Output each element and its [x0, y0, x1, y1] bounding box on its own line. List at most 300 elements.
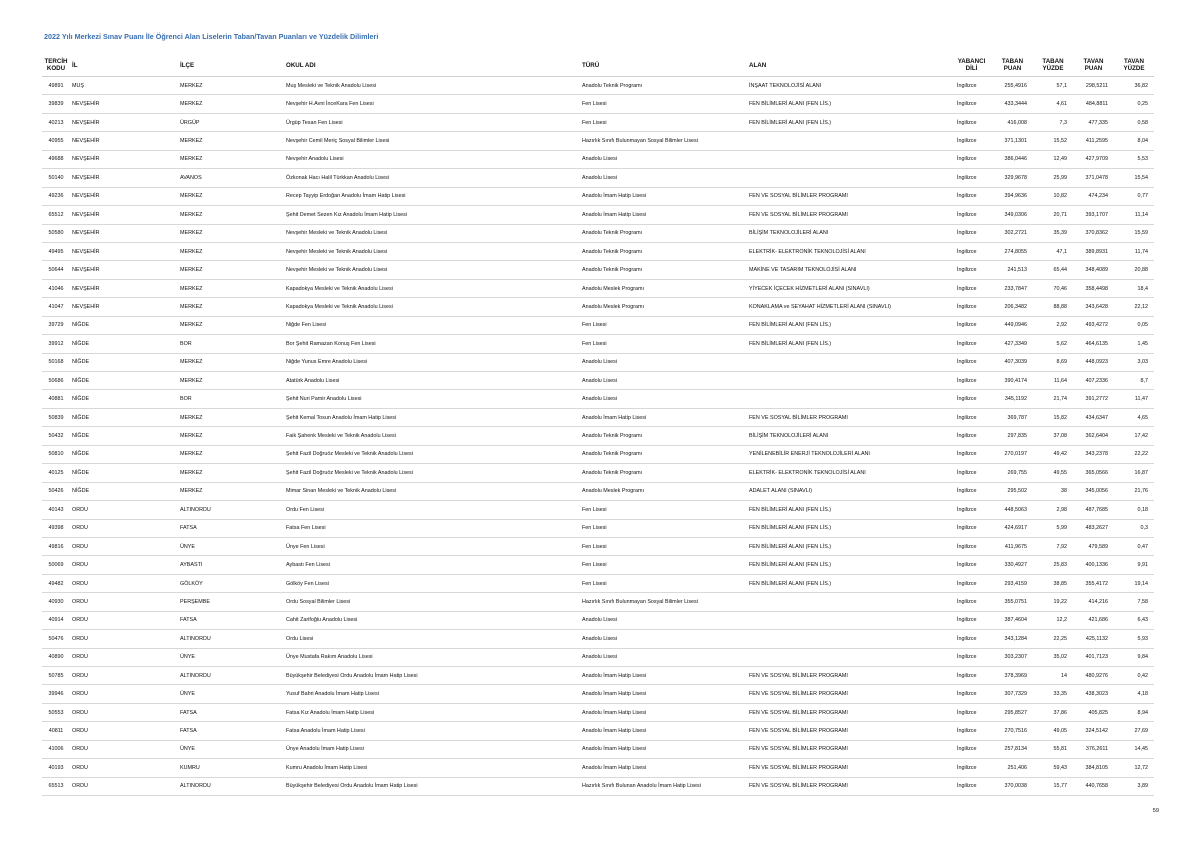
tavan-puan-cell: 474,234 [1073, 187, 1114, 205]
il-cell: ORDU [70, 759, 178, 777]
il-cell: NEVŞEHİR [70, 279, 178, 297]
table-row [42, 777, 1154, 795]
taban-yuzde-cell: 22,25 [1033, 630, 1073, 648]
yabanci-dili-cell: İngilizce [951, 482, 992, 500]
ilce-cell: MERKEZ [178, 353, 284, 371]
il-cell: NİĞDE [70, 445, 178, 463]
tercih-kodu-cell: 40955 [42, 132, 70, 150]
table-row [42, 224, 1154, 242]
taban-yuzde-cell: 12,49 [1033, 150, 1073, 168]
okul-adi-cell: Şehit Nuri Pamir Anadolu Lisesi [284, 390, 580, 408]
okul-adi-cell: Ürgüp Tesan Fen Lisesi [284, 113, 580, 131]
turu-cell: Fen Lisesi [580, 574, 747, 592]
taban-yuzde-cell: 33,35 [1033, 685, 1073, 703]
tavan-puan-cell: 370,8362 [1073, 224, 1114, 242]
alan-cell [747, 648, 951, 666]
yabanci-dili-cell: İngilizce [951, 390, 992, 408]
okul-adi-cell: Muş Mesleki ve Teknik Anadolu Lisesi [284, 77, 580, 95]
ilce-cell: ALTINORDU [178, 501, 284, 519]
ilce-cell: MERKEZ [178, 206, 284, 224]
yabanci-dili-cell: İngilizce [951, 685, 992, 703]
tavan-yuzde-cell: 1,45 [1114, 335, 1154, 353]
il-cell: NEVŞEHİR [70, 169, 178, 187]
tavan-puan-cell: 421,686 [1073, 611, 1114, 629]
alan-cell: FEN BİLİMLERİ ALANI (FEN LİS.) [747, 537, 951, 555]
il-cell: ORDU [70, 722, 178, 740]
il-cell: ORDU [70, 574, 178, 592]
tavan-puan-cell: 493,4272 [1073, 316, 1114, 334]
okul-adi-cell: Ünye Mustafa Rakım Anadolu Lisesi [284, 648, 580, 666]
taban-yuzde-cell: 2,92 [1033, 316, 1073, 334]
il-cell: NİĞDE [70, 335, 178, 353]
taban-yuzde-cell: 37,86 [1033, 703, 1073, 721]
ilce-cell: MERKEZ [178, 187, 284, 205]
turu-cell: Hazırlık Sınıfı Bulunan Anadolu İmam Hatip Lisesi [580, 777, 747, 795]
table-row [42, 556, 1154, 574]
tavan-puan-cell: 391,2772 [1073, 390, 1114, 408]
il-cell: NİĞDE [70, 482, 178, 500]
okul-adi-cell: Fatsa Anadolu İmam Hatip Lisesi [284, 722, 580, 740]
il-cell: ORDU [70, 519, 178, 537]
alan-cell [747, 372, 951, 390]
alan-cell: FEN VE SOSYAL BİLİMLER PROGRAMI [747, 759, 951, 777]
yabanci-dili-cell: İngilizce [951, 335, 992, 353]
ilce-cell: MERKEZ [178, 316, 284, 334]
turu-cell: Hazırlık Sınıfı Bulunmayan Sosyal Bilimler Lisesi [580, 593, 747, 611]
table-row [42, 206, 1154, 224]
yabanci-dili-cell: İngilizce [951, 224, 992, 242]
turu-cell: Anadolu Teknik Programı [580, 464, 747, 482]
tavan-yuzde-cell: 21,76 [1114, 482, 1154, 500]
header-turu: TÜRÜ [580, 54, 747, 77]
ilce-cell: MERKEZ [178, 261, 284, 279]
alan-cell: FEN VE SOSYAL BİLİMLER PROGRAMI [747, 777, 951, 795]
okul-adi-cell: Büyükşehir Belediyesi Ordu Anadolu İmam Hatip Lisesi [284, 777, 580, 795]
taban-puan-cell: 448,5063 [992, 501, 1033, 519]
tavan-yuzde-cell: 0,47 [1114, 537, 1154, 555]
table-row [42, 316, 1154, 334]
okul-adi-cell: Fatsa Fen Lisesi [284, 519, 580, 537]
table-row [42, 667, 1154, 685]
tavan-yuzde-cell: 36,82 [1114, 77, 1154, 95]
taban-puan-cell: 390,4174 [992, 372, 1033, 390]
tavan-puan-cell: 376,2611 [1073, 740, 1114, 758]
taban-puan-cell: 329,9678 [992, 169, 1033, 187]
taban-yuzde-cell: 5,62 [1033, 335, 1073, 353]
turu-cell: Anadolu Lisesi [580, 390, 747, 408]
ilce-cell: ÜNYE [178, 537, 284, 555]
ilce-cell: ALTINORDU [178, 777, 284, 795]
okul-adi-cell: Aybastı Fen Lisesi [284, 556, 580, 574]
tavan-puan-cell: 400,1336 [1073, 556, 1114, 574]
alan-cell: BİLİŞİM TEKNOLOJİLERİ ALANI [747, 224, 951, 242]
tavan-puan-cell: 343,2378 [1073, 445, 1114, 463]
taban-yuzde-cell: 49,05 [1033, 722, 1073, 740]
tavan-yuzde-cell: 8,7 [1114, 372, 1154, 390]
turu-cell: Anadolu Teknik Programı [580, 77, 747, 95]
table-row [42, 611, 1154, 629]
il-cell: NEVŞEHİR [70, 206, 178, 224]
taban-puan-cell: 378,3969 [992, 667, 1033, 685]
yabanci-dili-cell: İngilizce [951, 501, 992, 519]
alan-cell: FEN VE SOSYAL BİLİMLER PROGRAMI [747, 667, 951, 685]
table-row [42, 685, 1154, 703]
turu-cell: Fen Lisesi [580, 316, 747, 334]
yabanci-dili-cell: İngilizce [951, 667, 992, 685]
tavan-yuzde-cell: 3,89 [1114, 777, 1154, 795]
taban-yuzde-cell: 35,39 [1033, 224, 1073, 242]
tercih-kodu-cell: 50580 [42, 224, 70, 242]
taban-yuzde-cell: 21,74 [1033, 390, 1073, 408]
alan-cell: FEN BİLİMLERİ ALANI (FEN LİS.) [747, 501, 951, 519]
yabanci-dili-cell: İngilizce [951, 169, 992, 187]
table-row [42, 630, 1154, 648]
tercih-kodu-cell: 65512 [42, 206, 70, 224]
il-cell: NİĞDE [70, 353, 178, 371]
ilce-cell: MERKEZ [178, 427, 284, 445]
tercih-kodu-cell: 40881 [42, 390, 70, 408]
yabanci-dili-cell: İngilizce [951, 611, 992, 629]
taban-puan-cell: 371,1301 [992, 132, 1033, 150]
ilce-cell: ALTINORDU [178, 667, 284, 685]
il-cell: NEVŞEHİR [70, 95, 178, 113]
ilce-cell: MERKEZ [178, 77, 284, 95]
taban-puan-cell: 295,8527 [992, 703, 1033, 721]
table-row [42, 77, 1154, 95]
turu-cell: Anadolu Lisesi [580, 353, 747, 371]
taban-yuzde-cell: 38 [1033, 482, 1073, 500]
alan-cell [747, 353, 951, 371]
turu-cell: Anadolu Meslek Programı [580, 482, 747, 500]
tercih-kodu-cell: 50644 [42, 261, 70, 279]
taban-puan-cell: 206,3482 [992, 298, 1033, 316]
tavan-puan-cell: 438,3023 [1073, 685, 1114, 703]
page-title: 2022 Yılı Merkezi Sınav Puanı İle Öğrenci Alan Liselerin Taban/Tavan Puanları ve Yüzdelik Dilimleri [44, 32, 379, 41]
ilce-cell: MERKEZ [178, 150, 284, 168]
taban-yuzde-cell: 14 [1033, 667, 1073, 685]
okul-adi-cell: Büyükşehir Belediyesi Ordu Anadolu İmam Hatip Lisesi [284, 667, 580, 685]
tercih-kodu-cell: 50140 [42, 169, 70, 187]
tercih-kodu-cell: 40125 [42, 464, 70, 482]
il-cell: NEVŞEHİR [70, 187, 178, 205]
ilce-cell: BOR [178, 335, 284, 353]
taban-puan-cell: 369,787 [992, 408, 1033, 426]
table-row [42, 501, 1154, 519]
yabanci-dili-cell: İngilizce [951, 132, 992, 150]
taban-puan-cell: 345,1192 [992, 390, 1033, 408]
yabanci-dili-cell: İngilizce [951, 464, 992, 482]
table-row [42, 537, 1154, 555]
taban-yuzde-cell: 88,88 [1033, 298, 1073, 316]
taban-puan-cell: 251,406 [992, 759, 1033, 777]
taban-yuzde-cell: 4,61 [1033, 95, 1073, 113]
results-table [42, 54, 1154, 796]
tercih-kodu-cell: 50810 [42, 445, 70, 463]
tavan-yuzde-cell: 3,03 [1114, 353, 1154, 371]
taban-puan-cell: 387,4604 [992, 611, 1033, 629]
ilce-cell: MERKEZ [178, 408, 284, 426]
okul-adi-cell: Yusuf Bahri Anadolu İmam Hatip Lisesi [284, 685, 580, 703]
table-row [42, 574, 1154, 592]
tavan-puan-cell: 484,8811 [1073, 95, 1114, 113]
tavan-yuzde-cell: 8,94 [1114, 703, 1154, 721]
taban-yuzde-cell: 15,52 [1033, 132, 1073, 150]
header-taban-puan: TABAN PUAN [992, 54, 1033, 77]
taban-puan-cell: 257,8134 [992, 740, 1033, 758]
taban-puan-cell: 274,8055 [992, 242, 1033, 260]
il-cell: NİĞDE [70, 372, 178, 390]
tercih-kodu-cell: 49398 [42, 519, 70, 537]
yabanci-dili-cell: İngilizce [951, 77, 992, 95]
ilce-cell: BOR [178, 390, 284, 408]
turu-cell: Anadolu İmam Hatip Lisesi [580, 408, 747, 426]
taban-yuzde-cell: 7,3 [1033, 113, 1073, 131]
alan-cell [747, 169, 951, 187]
tercih-kodu-cell: 50476 [42, 630, 70, 648]
tercih-kodu-cell: 39912 [42, 335, 70, 353]
turu-cell: Anadolu Teknik Programı [580, 427, 747, 445]
taban-puan-cell: 297,835 [992, 427, 1033, 445]
taban-puan-cell: 386,0446 [992, 150, 1033, 168]
table-row [42, 593, 1154, 611]
table-row [42, 242, 1154, 260]
ilce-cell: FATSA [178, 722, 284, 740]
tavan-yuzde-cell: 11,47 [1114, 390, 1154, 408]
tercih-kodu-cell: 41006 [42, 740, 70, 758]
tavan-yuzde-cell: 6,43 [1114, 611, 1154, 629]
turu-cell: Anadolu Teknik Programı [580, 224, 747, 242]
yabanci-dili-cell: İngilizce [951, 279, 992, 297]
turu-cell: Fen Lisesi [580, 113, 747, 131]
page-number: 59 [1152, 808, 1159, 814]
il-cell: ORDU [70, 777, 178, 795]
tercih-kodu-cell: 40890 [42, 648, 70, 666]
tavan-yuzde-cell: 22,22 [1114, 445, 1154, 463]
turu-cell: Anadolu Teknik Programı [580, 242, 747, 260]
tavan-puan-cell: 425,1132 [1073, 630, 1114, 648]
yabanci-dili-cell: İngilizce [951, 353, 992, 371]
tavan-puan-cell: 479,589 [1073, 537, 1114, 555]
taban-puan-cell: 255,4916 [992, 77, 1033, 95]
taban-puan-cell: 407,3039 [992, 353, 1033, 371]
tavan-yuzde-cell: 12,72 [1114, 759, 1154, 777]
il-cell: ORDU [70, 630, 178, 648]
taban-puan-cell: 424,6917 [992, 519, 1033, 537]
ilce-cell: GÖLKÖY [178, 574, 284, 592]
taban-yuzde-cell: 70,46 [1033, 279, 1073, 297]
table-row [42, 150, 1154, 168]
alan-cell: ELEKTRİK- ELEKTRONİK TEKNOLOJİSİ ALANI [747, 464, 951, 482]
alan-cell: FEN VE SOSYAL BİLİMLER PROGRAMI [747, 722, 951, 740]
tavan-yuzde-cell: 7,58 [1114, 593, 1154, 611]
yabanci-dili-cell: İngilizce [951, 574, 992, 592]
table-row [42, 408, 1154, 426]
taban-yuzde-cell: 15,82 [1033, 408, 1073, 426]
tercih-kodu-cell: 50839 [42, 408, 70, 426]
table-row [42, 519, 1154, 537]
taban-yuzde-cell: 12,2 [1033, 611, 1073, 629]
taban-yuzde-cell: 10,82 [1033, 187, 1073, 205]
taban-yuzde-cell: 47,1 [1033, 242, 1073, 260]
tavan-yuzde-cell: 9,91 [1114, 556, 1154, 574]
tercih-kodu-cell: 50432 [42, 427, 70, 445]
turu-cell: Anadolu İmam Hatip Lisesi [580, 685, 747, 703]
tavan-yuzde-cell: 11,14 [1114, 206, 1154, 224]
turu-cell: Anadolu Lisesi [580, 150, 747, 168]
taban-puan-cell: 307,7329 [992, 685, 1033, 703]
yabanci-dili-cell: İngilizce [951, 242, 992, 260]
yabanci-dili-cell: İngilizce [951, 630, 992, 648]
ilce-cell: ÜNYE [178, 740, 284, 758]
il-cell: NEVŞEHİR [70, 132, 178, 150]
il-cell: NİĞDE [70, 390, 178, 408]
table-row [42, 722, 1154, 740]
table-row [42, 298, 1154, 316]
turu-cell: Anadolu İmam Hatip Lisesi [580, 740, 747, 758]
alan-cell: ADALET ALANI (SINAVLI) [747, 482, 951, 500]
turu-cell: Fen Lisesi [580, 95, 747, 113]
okul-adi-cell: Şehit Fazil Doğruöz Mesleki ve Teknik Anadolu Lisesi [284, 445, 580, 463]
taban-puan-cell: 433,3444 [992, 95, 1033, 113]
alan-cell: FEN BİLİMLERİ ALANI (FEN LİS.) [747, 95, 951, 113]
tavan-puan-cell: 348,4089 [1073, 261, 1114, 279]
il-cell: ORDU [70, 611, 178, 629]
tavan-yuzde-cell: 0,05 [1114, 316, 1154, 334]
header-taban-yuzde: TABAN YÜZDE [1033, 54, 1073, 77]
tercih-kodu-cell: 40193 [42, 759, 70, 777]
ilce-cell: MERKEZ [178, 445, 284, 463]
yabanci-dili-cell: İngilizce [951, 740, 992, 758]
header-okul-adi: OKUL ADI [284, 54, 580, 77]
taban-puan-cell: 411,9675 [992, 537, 1033, 555]
taban-puan-cell: 293,4159 [992, 574, 1033, 592]
okul-adi-cell: Şehit Kemal Tosun Anadolu İmam Hatip Lisesi [284, 408, 580, 426]
turu-cell: Anadolu Meslek Programı [580, 279, 747, 297]
alan-cell [747, 593, 951, 611]
tavan-yuzde-cell: 4,18 [1114, 685, 1154, 703]
il-cell: ORDU [70, 685, 178, 703]
okul-adi-cell: Niğde Fen Lisesi [284, 316, 580, 334]
table-row [42, 353, 1154, 371]
ilce-cell: ALTINORDU [178, 630, 284, 648]
okul-adi-cell: Kumru Anadolu İmam Hatip Lisesi [284, 759, 580, 777]
ilce-cell: MERKEZ [178, 242, 284, 260]
yabanci-dili-cell: İngilizce [951, 408, 992, 426]
tavan-puan-cell: 487,7685 [1073, 501, 1114, 519]
yabanci-dili-cell: İngilizce [951, 759, 992, 777]
okul-adi-cell: Atatürk Anadolu Lisesi [284, 372, 580, 390]
taban-puan-cell: 370,0038 [992, 777, 1033, 795]
tavan-puan-cell: 411,2595 [1073, 132, 1114, 150]
tavan-puan-cell: 393,1707 [1073, 206, 1114, 224]
taban-yuzde-cell: 35,02 [1033, 648, 1073, 666]
ilce-cell: KUMRU [178, 759, 284, 777]
tavan-puan-cell: 440,7658 [1073, 777, 1114, 795]
okul-adi-cell: Ordu Sosyal Bilimler Lisesi [284, 593, 580, 611]
tavan-puan-cell: 480,9276 [1073, 667, 1114, 685]
okul-adi-cell: Cahit Zarifoğlu Anadolu Lisesi [284, 611, 580, 629]
alan-cell: FEN VE SOSYAL BİLİMLER PROGRAMI [747, 703, 951, 721]
alan-cell [747, 150, 951, 168]
header-ilce: İLÇE [178, 54, 284, 77]
alan-cell: MAKİNE VE TASARIM TEKNOLOJİSİ ALANI [747, 261, 951, 279]
tavan-puan-cell: 414,216 [1073, 593, 1114, 611]
tavan-yuzde-cell: 5,53 [1114, 150, 1154, 168]
okul-adi-cell: Şehit Demet Sezen Kız Anadolu İmam Hatip Lisesi [284, 206, 580, 224]
alan-cell: FEN BİLİMLERİ ALANI (FEN LİS.) [747, 335, 951, 353]
taban-yuzde-cell: 59,43 [1033, 759, 1073, 777]
taban-yuzde-cell: 20,71 [1033, 206, 1073, 224]
okul-adi-cell: Mimar Sinan Mesleki ve Teknik Anadolu Lisesi [284, 482, 580, 500]
yabanci-dili-cell: İngilizce [951, 648, 992, 666]
il-cell: ORDU [70, 556, 178, 574]
yabanci-dili-cell: İngilizce [951, 316, 992, 334]
turu-cell: Anadolu Teknik Programı [580, 261, 747, 279]
tavan-yuzde-cell: 27,69 [1114, 722, 1154, 740]
ilce-cell: MERKEZ [178, 132, 284, 150]
taban-yuzde-cell: 37,08 [1033, 427, 1073, 445]
table-row [42, 132, 1154, 150]
tavan-yuzde-cell: 0,3 [1114, 519, 1154, 537]
alan-cell: KONAKLAMA ve SEYAHAT HİZMETLERİ ALANI (SINAVLI) [747, 298, 951, 316]
okul-adi-cell: Şehit Fazil Doğruöz Mesleki ve Teknik Anadolu Lisesi [284, 464, 580, 482]
okul-adi-cell: Bor Şehit Ramazan Konuş Fen Lisesi [284, 335, 580, 353]
ilce-cell: MERKEZ [178, 224, 284, 242]
ilce-cell: MERKEZ [178, 279, 284, 297]
tavan-yuzde-cell: 14,45 [1114, 740, 1154, 758]
il-cell: ORDU [70, 703, 178, 721]
tavan-puan-cell: 389,8931 [1073, 242, 1114, 260]
il-cell: ORDU [70, 593, 178, 611]
okul-adi-cell: Niğde Yunus Emre Anadolu Lisesi [284, 353, 580, 371]
okul-adi-cell: Ordu Lisesi [284, 630, 580, 648]
turu-cell: Anadolu Lisesi [580, 372, 747, 390]
alan-cell: FEN BİLİMLERİ ALANI (FEN LİS.) [747, 113, 951, 131]
alan-cell: FEN VE SOSYAL BİLİMLER PROGRAMI [747, 408, 951, 426]
taban-yuzde-cell: 65,44 [1033, 261, 1073, 279]
tercih-kodu-cell: 65513 [42, 777, 70, 795]
taban-puan-cell: 270,7516 [992, 722, 1033, 740]
taban-puan-cell: 349,0306 [992, 206, 1033, 224]
yabanci-dili-cell: İngilizce [951, 206, 992, 224]
alan-cell: FEN VE SOSYAL BİLİMLER PROGRAMI [747, 685, 951, 703]
alan-cell: FEN VE SOSYAL BİLİMLER PROGRAMI [747, 206, 951, 224]
tercih-kodu-cell: 39839 [42, 95, 70, 113]
ilce-cell: ÜRGÜP [178, 113, 284, 131]
tavan-yuzde-cell: 11,74 [1114, 242, 1154, 260]
tavan-puan-cell: 362,6404 [1073, 427, 1114, 445]
table-row [42, 279, 1154, 297]
tavan-yuzde-cell: 22,12 [1114, 298, 1154, 316]
il-cell: NİĞDE [70, 427, 178, 445]
taban-puan-cell: 241,513 [992, 261, 1033, 279]
tercih-kodu-cell: 50168 [42, 353, 70, 371]
taban-yuzde-cell: 25,83 [1033, 556, 1073, 574]
tavan-yuzde-cell: 20,88 [1114, 261, 1154, 279]
tavan-yuzde-cell: 0,42 [1114, 667, 1154, 685]
il-cell: NİĞDE [70, 408, 178, 426]
alan-cell: İNŞAAT TEKNOLOJİSİ ALANI [747, 77, 951, 95]
table-row [42, 169, 1154, 187]
tercih-kodu-cell: 50686 [42, 372, 70, 390]
tercih-kodu-cell: 49688 [42, 150, 70, 168]
header-il: İL [70, 54, 178, 77]
turu-cell: Anadolu İmam Hatip Lisesi [580, 759, 747, 777]
tavan-puan-cell: 407,2336 [1073, 372, 1114, 390]
okul-adi-cell: Ünye Anadolu İmam Hatip Lisesi [284, 740, 580, 758]
tercih-kodu-cell: 40930 [42, 593, 70, 611]
turu-cell: Fen Lisesi [580, 519, 747, 537]
